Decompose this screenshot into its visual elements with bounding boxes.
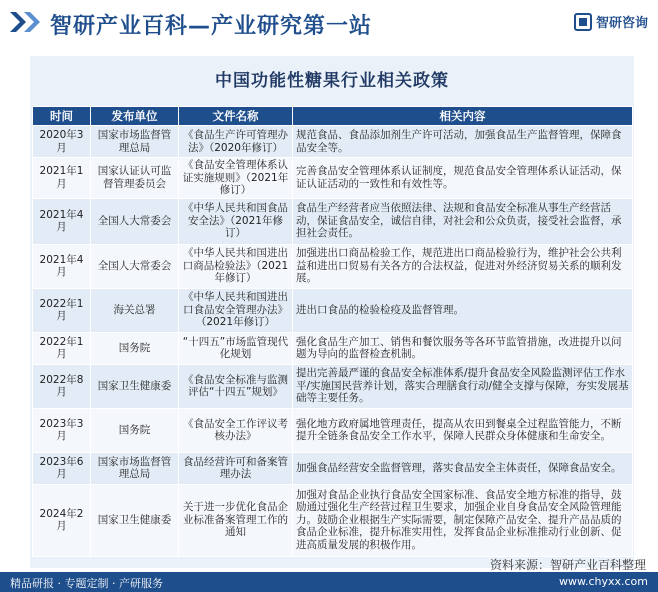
- cell-issuer: 国家市场监督管理总局: [91, 452, 179, 484]
- cell-content: 规范食品、食品添加剂生产许可活动，加强食品生产监督管理，保障食品安全等。: [293, 126, 633, 158]
- table-row: [33, 452, 633, 484]
- cell-issuer: 国家卫生健康委: [91, 364, 179, 408]
- table-row: [33, 126, 633, 158]
- cell-document: 食品经营许可和备案管理办法: [179, 452, 293, 484]
- cell-date: 2022年1月: [33, 332, 91, 364]
- cell-issuer: 国家市场监督管理总局: [91, 126, 179, 158]
- cell-date: 2021年4月: [33, 244, 91, 288]
- cell-document: 《中华人民共和国进出口商品检验法》（2021年修订）: [179, 244, 293, 288]
- cell-content: 食品生产经营者应当依照法律、法规和食品安全标准从事生产经营活动，保证食品安全，诚信自律，对社会和公众负责，接受社会监督，承担社会责任。: [293, 198, 633, 244]
- cell-content: 加强食品经营安全监督管理，落实食品安全主体责任，保障食品安全。: [293, 452, 633, 484]
- page-footer: [0, 572, 658, 592]
- cell-issuer: 海关总署: [91, 288, 179, 332]
- cell-date: 2022年8月: [33, 364, 91, 408]
- cell-date: 2021年4月: [33, 198, 91, 244]
- table-row: [33, 332, 633, 364]
- cell-issuer: 国务院: [91, 332, 179, 364]
- cell-issuer: 国家卫生健康委: [91, 484, 179, 556]
- cell-content: 强化地方政府属地管理责任，提高从农田到餐桌全过程监管能力，不断提升全链条食品安全工作水平，保障人民群众身体健康和生命安全。: [293, 408, 633, 452]
- column-header-issuer: 发布单位: [91, 107, 179, 126]
- cell-content: 强化食品生产加工、销售和餐饮服务等各环节监管措施，改进提升以问题为导向的监督检查机制。: [293, 332, 633, 364]
- brand: [574, 12, 648, 31]
- cell-document: 《食品安全工作评议考核办法》: [179, 408, 293, 452]
- cell-document: 《食品安全管理体系认证实施规则》（2021年修订）: [179, 158, 293, 199]
- cell-document: 关于进一步优化食品企业标准备案管理工作的通知: [179, 484, 293, 556]
- table-row: [33, 364, 633, 408]
- cell-document: “十四五”市场监管现代化规划: [179, 332, 293, 364]
- cell-date: 2020年3月: [33, 126, 91, 158]
- column-header-content: 相关内容: [293, 107, 633, 126]
- footer-website-link[interactable]: www.chyxx.com: [558, 575, 648, 588]
- footer-services: 精品研报 · 专题定制 · 产研服务: [10, 577, 163, 590]
- policy-table: [32, 106, 633, 557]
- double-chevron-icon: [8, 12, 44, 32]
- column-header-date: 时间: [33, 107, 91, 126]
- cell-content: 提出完善最严谨的食品安全标准体系/提升食品安全风险监测评估工作水平/实施国民营养计划，落实合理膳食行动/健全支撑与保障，夯实发展基础等主要任务。: [293, 364, 633, 408]
- table-header-row: [33, 107, 633, 126]
- cell-date: 2021年1月: [33, 158, 91, 199]
- cell-document: 《中华人民共和国食品安全法》（2021年修订）: [179, 198, 293, 244]
- table-row: [33, 198, 633, 244]
- page-title: 智研产业百科—产业研究第一站: [50, 14, 373, 39]
- page-header: [0, 0, 658, 44]
- policy-panel: [30, 56, 634, 568]
- cell-content: 进出口食品的检验检疫及监督管理。: [293, 288, 633, 332]
- cell-date: 2023年6月: [33, 452, 91, 484]
- cell-content: 加强进出口商品检验工作，规范进出口商品检验行为，维护社会公共利益和进出口贸易有关各方的合法权益，促进对外经济贸易关系的顺利发展。: [293, 244, 633, 288]
- cell-issuer: 全国人大常委会: [91, 198, 179, 244]
- table-row: [33, 288, 633, 332]
- cell-date: 2023年3月: [33, 408, 91, 452]
- cell-issuer: 国家认证认可监督管理委员会: [91, 158, 179, 199]
- cell-content: 加强对食品企业执行食品安全国家标准、食品安全地方标准的指导，鼓励通过强化生产经营过程卫生要求，加强企业自身食品安全风险管理能力。鼓励企业根据生产实际需要，制定保障产品安全、提升产品品质的食品企业标准，提升标准实用性，发挥食品企业标准推动行业创新、促进高质量发展的积极作用。: [293, 484, 633, 556]
- cell-document: 《食品安全标准与监测评估“十四五”规划》: [179, 364, 293, 408]
- table-title: 中国功能性糖果行业相关政策: [215, 71, 449, 91]
- source-note: 资料来源：智研产业百科整理: [489, 558, 646, 572]
- cell-issuer: 国务院: [91, 408, 179, 452]
- brand-logo-icon: [574, 13, 592, 31]
- cell-date: 2024年2月: [33, 484, 91, 556]
- table-row: [33, 158, 633, 199]
- column-header-document: 文件名称: [179, 107, 293, 126]
- cell-content: 完善食品安全管理体系认证制度，规范食品安全管理体系认证活动，保证认证活动的一致性和有效性等。: [293, 158, 633, 199]
- cell-issuer: 全国人大常委会: [91, 244, 179, 288]
- table-row: [33, 484, 633, 556]
- cell-document: 《食品生产许可管理办法》（2020年修订）: [179, 126, 293, 158]
- table-row: [33, 408, 633, 452]
- brand-name: 智研咨询: [595, 16, 648, 31]
- table-row: [33, 244, 633, 288]
- cell-document: 《中华人民共和国进出口食品安全管理办法》（2021年修订）: [179, 288, 293, 332]
- cell-date: 2022年1月: [33, 288, 91, 332]
